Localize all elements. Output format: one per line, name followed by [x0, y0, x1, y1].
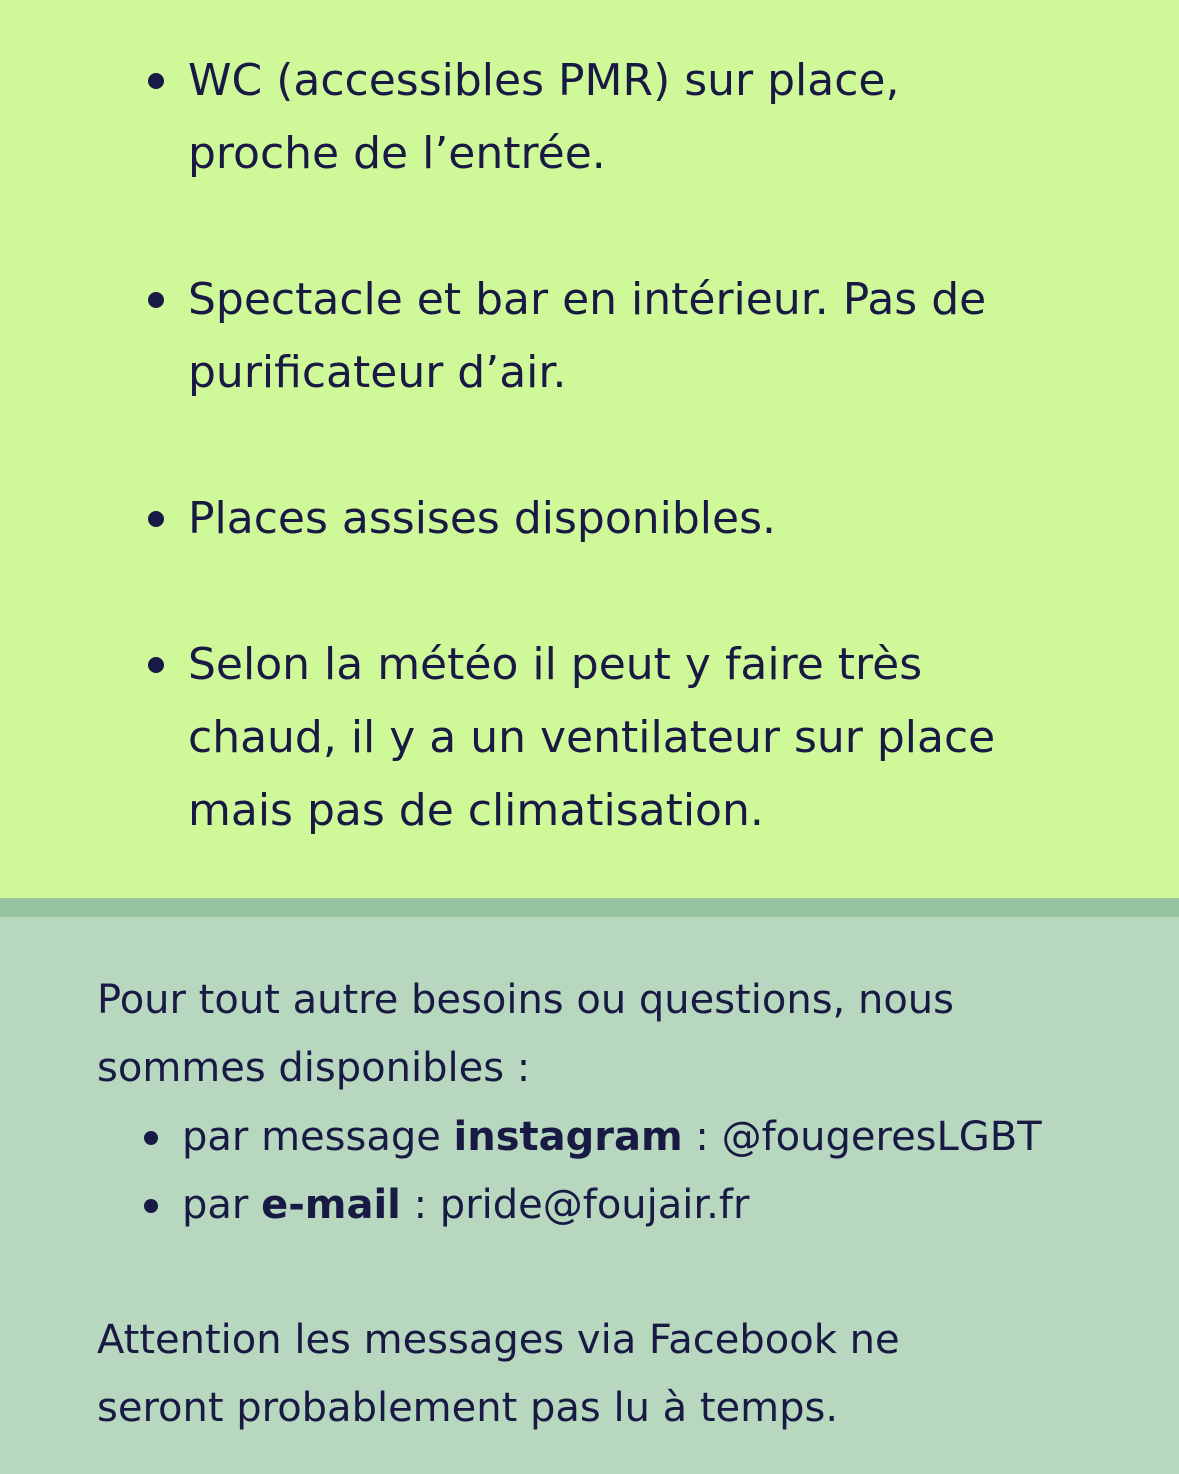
item-line: Places assises disponibles.	[188, 493, 777, 544]
contact-list	[140, 1103, 1042, 1239]
contact-prefix: par message	[182, 1114, 454, 1160]
contact-handle[interactable]: : @fougeresLGBT	[682, 1114, 1042, 1160]
item-line: Spectacle et bar en intérieur. Pas de	[188, 274, 987, 325]
bullet-icon	[144, 1199, 158, 1213]
item-line: mais pas de climatisation.	[188, 785, 764, 836]
list-item-weather	[140, 628, 1100, 847]
warning-line: Attention les messages via Facebook ne	[97, 1317, 900, 1363]
contact-intro	[97, 966, 954, 1102]
item-line: Selon la météo il peut y faire très	[188, 639, 923, 690]
warning-line: seront probablement pas lu à temps.	[97, 1385, 839, 1431]
bullet-icon	[148, 73, 164, 89]
item-line: chaud, il y a un ventilateur sur place	[188, 712, 996, 763]
bullet-icon	[148, 292, 164, 308]
contact-channel-instagram: instagram	[453, 1114, 683, 1160]
intro-line: Pour tout autre besoins ou questions, nous	[97, 977, 954, 1023]
item-line: WC (accessibles PMR) sur place,	[188, 55, 900, 106]
item-line: proche de l’entrée.	[188, 128, 606, 179]
item-line: purificateur d’air.	[188, 347, 567, 398]
section-divider	[0, 898, 1179, 917]
contact-channel-email: e-mail	[261, 1182, 401, 1228]
list-item-seating	[140, 482, 1100, 555]
contact-email	[140, 1171, 1042, 1239]
contact-prefix: par	[182, 1182, 262, 1228]
bullet-icon	[148, 511, 164, 527]
list-item-wc	[140, 44, 1100, 190]
facebook-warning	[97, 1306, 900, 1442]
bullet-icon	[144, 1131, 158, 1145]
list-item-spectacle	[140, 263, 1100, 409]
contact-instagram	[140, 1103, 1042, 1171]
contact-address[interactable]: : pride@foujair.fr	[400, 1182, 750, 1228]
bullet-icon	[148, 657, 164, 673]
accessibility-info-list	[140, 44, 1100, 920]
intro-line: sommes disponibles :	[97, 1045, 531, 1091]
